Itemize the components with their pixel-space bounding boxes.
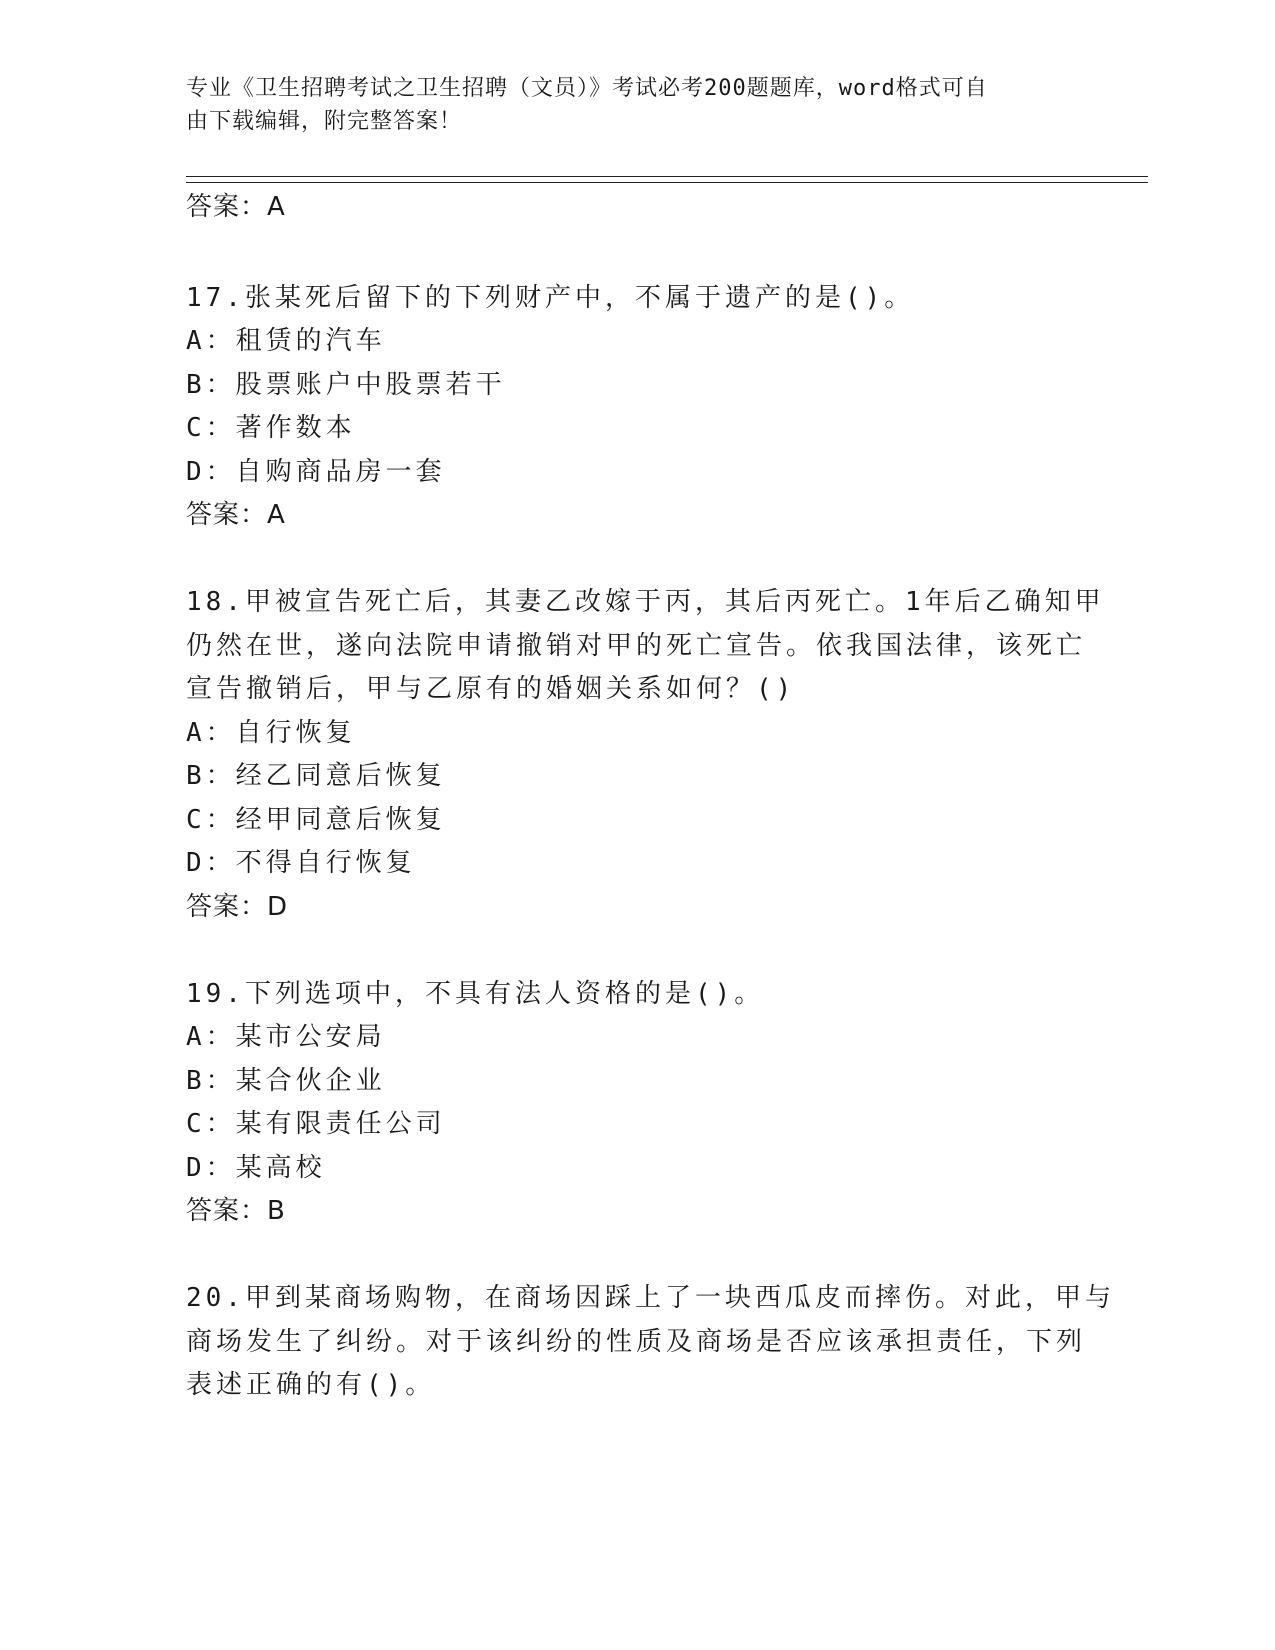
question-19-option-c: C：某有限责任公司	[186, 1109, 446, 1139]
header-line: 由下载编辑，附完整答案！	[186, 109, 463, 134]
question-19-option-b: B：某合伙企业	[186, 1066, 386, 1096]
question-17-option-c: C：著作数本	[186, 413, 356, 443]
header-line: 专业《卫生招聘考试之卫生招聘（文员）》考试必考200题题库，word格式可自	[186, 76, 988, 101]
question-18-text: 宣告撤销后，甲与乙原有的婚姻关系如何？()	[186, 674, 796, 704]
question-18-text: 18.甲被宣告死亡后，其妻乙改嫁于丙，其后丙死亡。1年后乙确知甲	[186, 587, 1105, 617]
question-19-answer: 答案：B	[186, 1196, 286, 1226]
question-18-option-b: B：经乙同意后恢复	[186, 761, 446, 791]
answer-prev: 答案：A	[186, 192, 286, 222]
question-18-option-c: C：经甲同意后恢复	[186, 805, 446, 835]
question-19-option-a: A：某市公安局	[186, 1022, 386, 1052]
question-18-answer: 答案：D	[186, 892, 289, 922]
question-17-option-a: A：租赁的汽车	[186, 326, 386, 356]
question-19-option-d: D：某高校	[186, 1153, 326, 1183]
header-divider-top	[186, 176, 1148, 177]
question-17-text: 17.张某死后留下的下列财产中，不属于遗产的是()。	[186, 283, 915, 313]
question-18-text: 仍然在世，遂向法院申请撤销对甲的死亡宣告。依我国法律，该死亡	[186, 631, 1087, 661]
document-page	[186, 0, 1146, 1650]
question-18-option-d: D：不得自行恢复	[186, 848, 416, 878]
question-20-text: 商场发生了纠纷。对于该纠纷的性质及商场是否应该承担责任，下列	[186, 1327, 1087, 1357]
question-18-option-a: A：自行恢复	[186, 718, 356, 748]
question-17-answer: 答案：A	[186, 500, 286, 530]
question-20-text: 20.甲到某商场购物，在商场因踩上了一块西瓜皮而摔伤。对此，甲与	[186, 1283, 1115, 1313]
question-17-option-d: D：自购商品房一套	[186, 457, 446, 487]
question-19-text: 19.下列选项中，不具有法人资格的是()。	[186, 979, 765, 1009]
header-divider-bottom	[186, 182, 1148, 183]
document-header	[186, 72, 1066, 138]
question-17-option-b: B：股票账户中股票若干	[186, 370, 506, 400]
question-20-text: 表述正确的有()。	[186, 1370, 436, 1400]
